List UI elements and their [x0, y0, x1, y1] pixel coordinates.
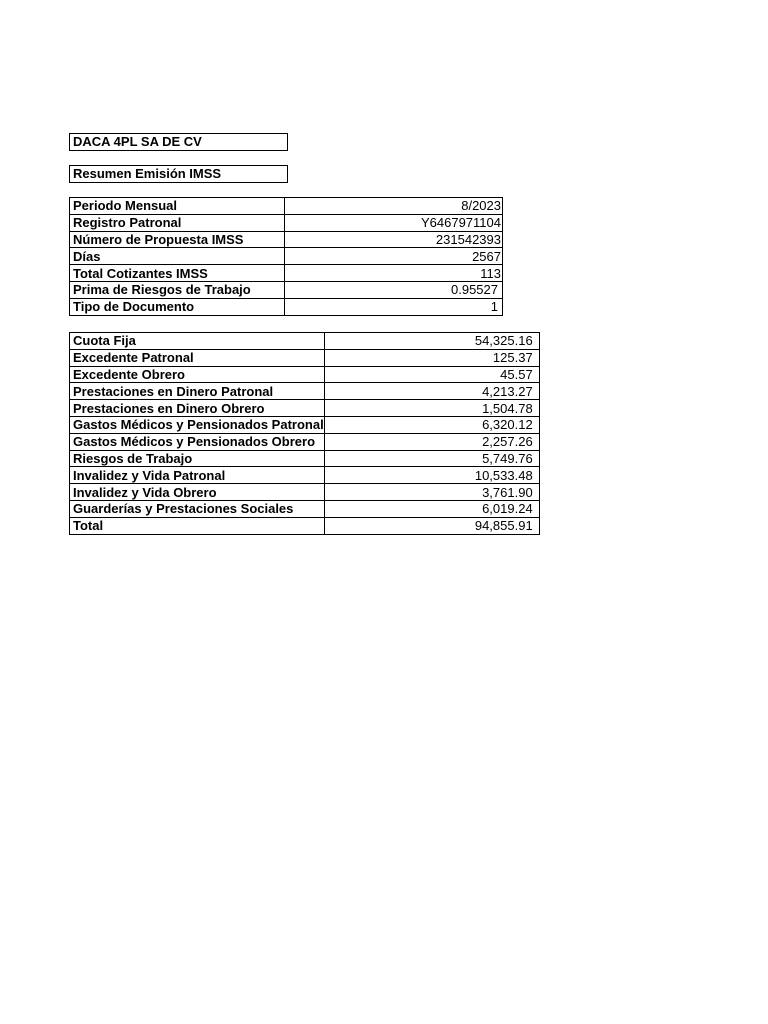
row-value: 45.57 — [324, 366, 539, 383]
row-label: Prestaciones en Dinero Obrero — [70, 400, 325, 417]
info-table — [69, 197, 503, 316]
row-label: Riesgos de Trabajo — [70, 450, 325, 467]
total-label: Total — [70, 517, 325, 534]
table-row — [70, 198, 503, 215]
table-row — [70, 231, 503, 248]
table-row — [70, 281, 503, 298]
table-row — [70, 214, 503, 231]
row-label: Cuota Fija — [70, 333, 325, 350]
row-label: Tipo de Documento — [70, 298, 285, 315]
table-row — [70, 333, 540, 350]
row-label: Número de Propuesta IMSS — [70, 231, 285, 248]
table-row — [70, 248, 503, 265]
table-row — [70, 265, 503, 282]
row-value: Y6467971104 — [285, 214, 503, 231]
row-value: 0.95527 — [285, 281, 503, 298]
row-value: 4,213.27 — [324, 383, 539, 400]
row-label: Prima de Riesgos de Trabajo — [70, 281, 285, 298]
total-row — [70, 517, 540, 534]
table-row — [70, 400, 540, 417]
table-row — [70, 433, 540, 450]
row-label: Guarderías y Prestaciones Sociales — [70, 500, 325, 517]
row-label: Días — [70, 248, 285, 265]
row-label: Gastos Médicos y Pensionados Patronal — [70, 416, 325, 433]
row-value: 1 — [285, 298, 503, 315]
row-value: 6,320.12 — [324, 416, 539, 433]
row-value: 5,749.76 — [324, 450, 539, 467]
table-row — [70, 298, 503, 315]
company-name: DACA 4PL SA DE CV — [69, 133, 288, 151]
table-row — [70, 349, 540, 366]
row-value: 1,504.78 — [324, 400, 539, 417]
row-label: Invalidez y Vida Obrero — [70, 484, 325, 501]
total-value: 94,855.91 — [324, 517, 539, 534]
table-row — [70, 416, 540, 433]
row-value: 8/2023 — [285, 198, 503, 215]
table-row — [70, 500, 540, 517]
table-row — [70, 484, 540, 501]
row-label: Prestaciones en Dinero Patronal — [70, 383, 325, 400]
row-value: 125.37 — [324, 349, 539, 366]
row-label: Invalidez y Vida Patronal — [70, 467, 325, 484]
row-label: Registro Patronal — [70, 214, 285, 231]
row-value: 3,761.90 — [324, 484, 539, 501]
row-label: Excedente Patronal — [70, 349, 325, 366]
row-value: 113 — [285, 265, 503, 282]
table-row — [70, 383, 540, 400]
amounts-table — [69, 332, 540, 535]
row-value: 10,533.48 — [324, 467, 539, 484]
report-title: Resumen Emisión IMSS — [69, 165, 288, 183]
row-label: Total Cotizantes IMSS — [70, 265, 285, 282]
row-value: 54,325.16 — [324, 333, 539, 350]
row-label: Periodo Mensual — [70, 198, 285, 215]
row-value: 6,019.24 — [324, 500, 539, 517]
row-value: 2,257.26 — [324, 433, 539, 450]
row-value: 231542393 — [285, 231, 503, 248]
row-label: Gastos Médicos y Pensionados Obrero — [70, 433, 325, 450]
row-label: Excedente Obrero — [70, 366, 325, 383]
table-row — [70, 366, 540, 383]
table-row — [70, 450, 540, 467]
table-row — [70, 467, 540, 484]
row-value: 2567 — [285, 248, 503, 265]
